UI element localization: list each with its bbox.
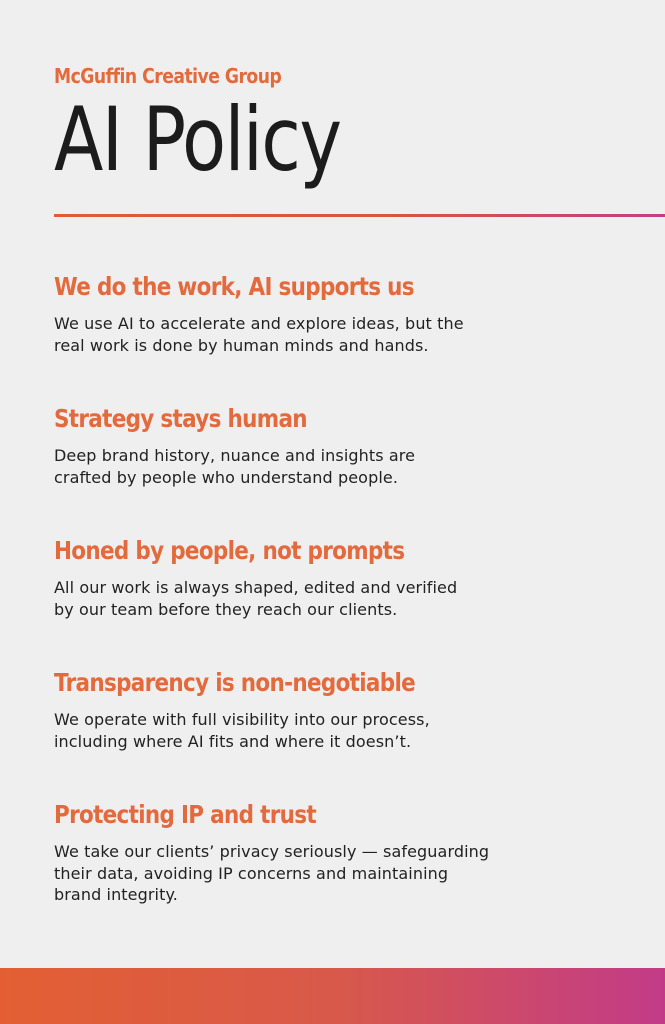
- footer-gradient-band: [0, 968, 665, 1024]
- policy-body: Deep brand history, nuance and insights are crafted by people who understand people.: [54, 446, 416, 487]
- policy-item: [54, 532, 554, 664]
- policy-item: [54, 400, 554, 532]
- policy-body: We take our clients’ privacy seriously — safeguarding their data, avoiding IP concerns and maintaining brand integrity.: [54, 842, 490, 904]
- header-divider: [54, 214, 665, 217]
- policy-heading: Protecting IP and trust: [54, 800, 316, 829]
- policy-item: [54, 664, 554, 796]
- policy-item: [54, 268, 554, 400]
- page-title: AI Policy: [54, 88, 341, 191]
- policy-heading: Strategy stays human: [54, 404, 307, 433]
- policy-heading: Honed by people, not prompts: [54, 536, 405, 565]
- policy-heading: We do the work, AI supports us: [54, 272, 414, 301]
- page-header: [54, 62, 665, 191]
- policy-body: We use AI to accelerate and explore ideas, but the real work is done by human minds and hands.: [54, 314, 464, 355]
- organization-name: McGuffin Creative Group: [54, 64, 282, 88]
- policy-heading: Transparency is non-negotiable: [54, 668, 416, 697]
- policy-list: [54, 268, 554, 928]
- policy-item: [54, 796, 554, 928]
- policy-body: We operate with full visibility into our process, including where AI fits and where it doesn’t.: [54, 710, 430, 751]
- policy-body: All our work is always shaped, edited and verified by our team before they reach our clients.: [54, 578, 458, 619]
